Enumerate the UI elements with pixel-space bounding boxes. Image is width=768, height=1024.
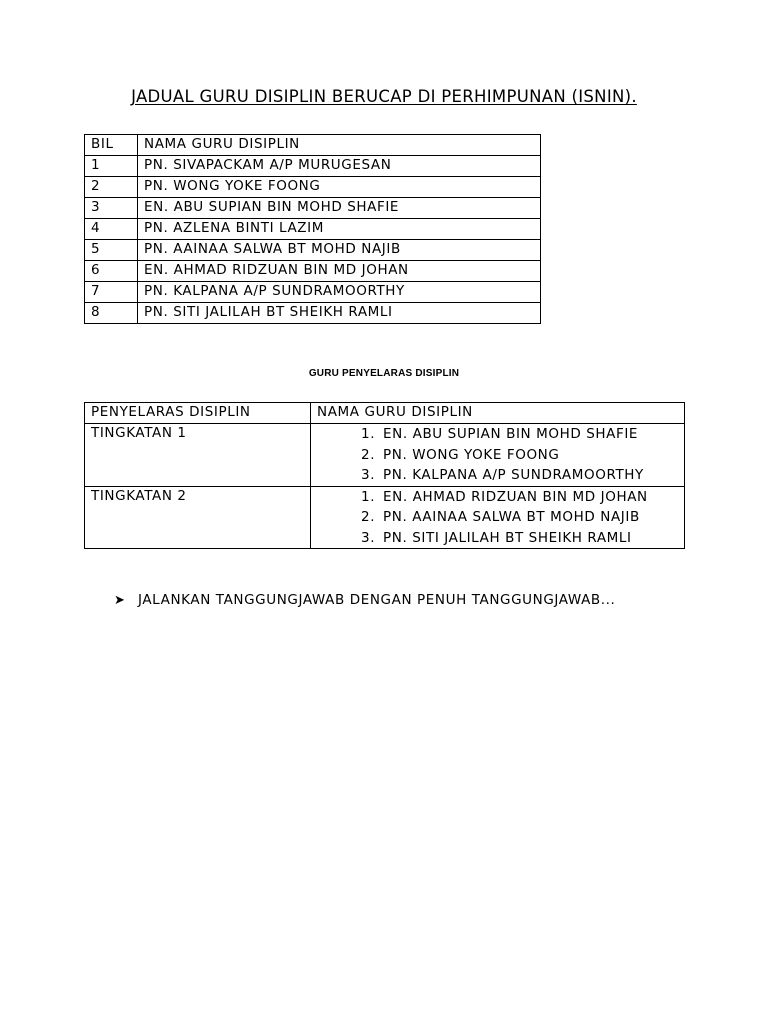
- row-number: 8: [85, 303, 138, 324]
- coordinator-table: [84, 402, 685, 549]
- row-number: 7: [85, 282, 138, 303]
- arrow-bullet-icon: ➤: [114, 593, 126, 608]
- teacher-name: EN. AHMAD RIDZUAN BIN MD JOHAN: [138, 261, 541, 282]
- teacher-name: EN. ABU SUPIAN BIN MOHD SHAFIE: [383, 426, 639, 442]
- list-item: [361, 528, 678, 549]
- header-bil: BIL: [85, 135, 138, 156]
- list-number: 1.: [361, 488, 376, 505]
- row-number: 6: [85, 261, 138, 282]
- table-row: [85, 282, 541, 303]
- table-row: [85, 303, 541, 324]
- row-number: 5: [85, 240, 138, 261]
- speaker-schedule-table: [84, 134, 541, 324]
- teacher-list: [317, 424, 678, 486]
- teacher-name: EN. ABU SUPIAN BIN MOHD SHAFIE: [138, 198, 541, 219]
- list-number: 2.: [361, 446, 376, 463]
- list-item: [361, 487, 678, 508]
- table-row: [85, 261, 541, 282]
- row-number: 2: [85, 177, 138, 198]
- form-level-label: TINGKATAN 2: [85, 486, 311, 549]
- table-row: [85, 156, 541, 177]
- row-number: 1: [85, 156, 138, 177]
- teacher-list: [317, 487, 678, 549]
- teacher-name: PN. WONG YOKE FOONG: [138, 177, 541, 198]
- form-level-label: TINGKATAN 1: [85, 424, 311, 487]
- teacher-name: PN. KALPANA A/P SUNDRAMOORTHY: [383, 467, 644, 483]
- table-row: [85, 198, 541, 219]
- reminder-line: [114, 592, 615, 608]
- list-number: 2.: [361, 509, 376, 525]
- list-number: 1.: [361, 426, 376, 442]
- list-number: 3.: [361, 529, 376, 546]
- teacher-name: PN. SITI JALILAH BT SHEIKH RAMLI: [138, 303, 541, 324]
- section-subtitle: GURU PENYELARAS DISIPLIN: [308, 368, 460, 379]
- table-row: [85, 486, 685, 549]
- list-number: 3.: [361, 467, 376, 483]
- row-number: 3: [85, 198, 138, 219]
- list-item: [361, 445, 678, 466]
- header-penyelaras: PENYELARAS DISIPLIN: [85, 403, 311, 424]
- teacher-name: PN. AAINAA SALWA BT MOHD NAJIB: [383, 509, 640, 525]
- table-header-row: [85, 403, 685, 424]
- teacher-name: PN. AZLENA BINTI LAZIM: [138, 219, 541, 240]
- page-title: JADUAL GURU DISIPLIN BERUCAP DI PERHIMPUNAN (ISNIN).: [131, 87, 637, 106]
- teacher-list-cell: [311, 424, 685, 487]
- teacher-name: PN. AAINAA SALWA BT MOHD NAJIB: [138, 240, 541, 261]
- list-item: [361, 424, 678, 445]
- list-item: [361, 507, 678, 528]
- row-number: 4: [85, 219, 138, 240]
- teacher-name: PN. SIVAPACKAM A/P MURUGESAN: [138, 156, 541, 177]
- table-header-row: [85, 135, 541, 156]
- header-nama-guru: NAMA GURU DISIPLIN: [138, 135, 541, 156]
- teacher-list-cell: [311, 486, 685, 549]
- reminder-text: JALANKAN TANGGUNGJAWAB DENGAN PENUH TANGGUNGJAWAB...: [138, 592, 616, 608]
- teacher-name: PN. WONG YOKE FOONG: [383, 446, 560, 463]
- teacher-name: EN. AHMAD RIDZUAN BIN MD JOHAN: [383, 488, 648, 505]
- table-row: [85, 219, 541, 240]
- list-item: [361, 465, 678, 486]
- table-row: [85, 240, 541, 261]
- table-row: [85, 424, 685, 487]
- teacher-name: PN. SITI JALILAH BT SHEIKH RAMLI: [383, 529, 632, 546]
- table-row: [85, 177, 541, 198]
- teacher-name: PN. KALPANA A/P SUNDRAMOORTHY: [138, 282, 541, 303]
- header-nama-guru: NAMA GURU DISIPLIN: [311, 403, 685, 424]
